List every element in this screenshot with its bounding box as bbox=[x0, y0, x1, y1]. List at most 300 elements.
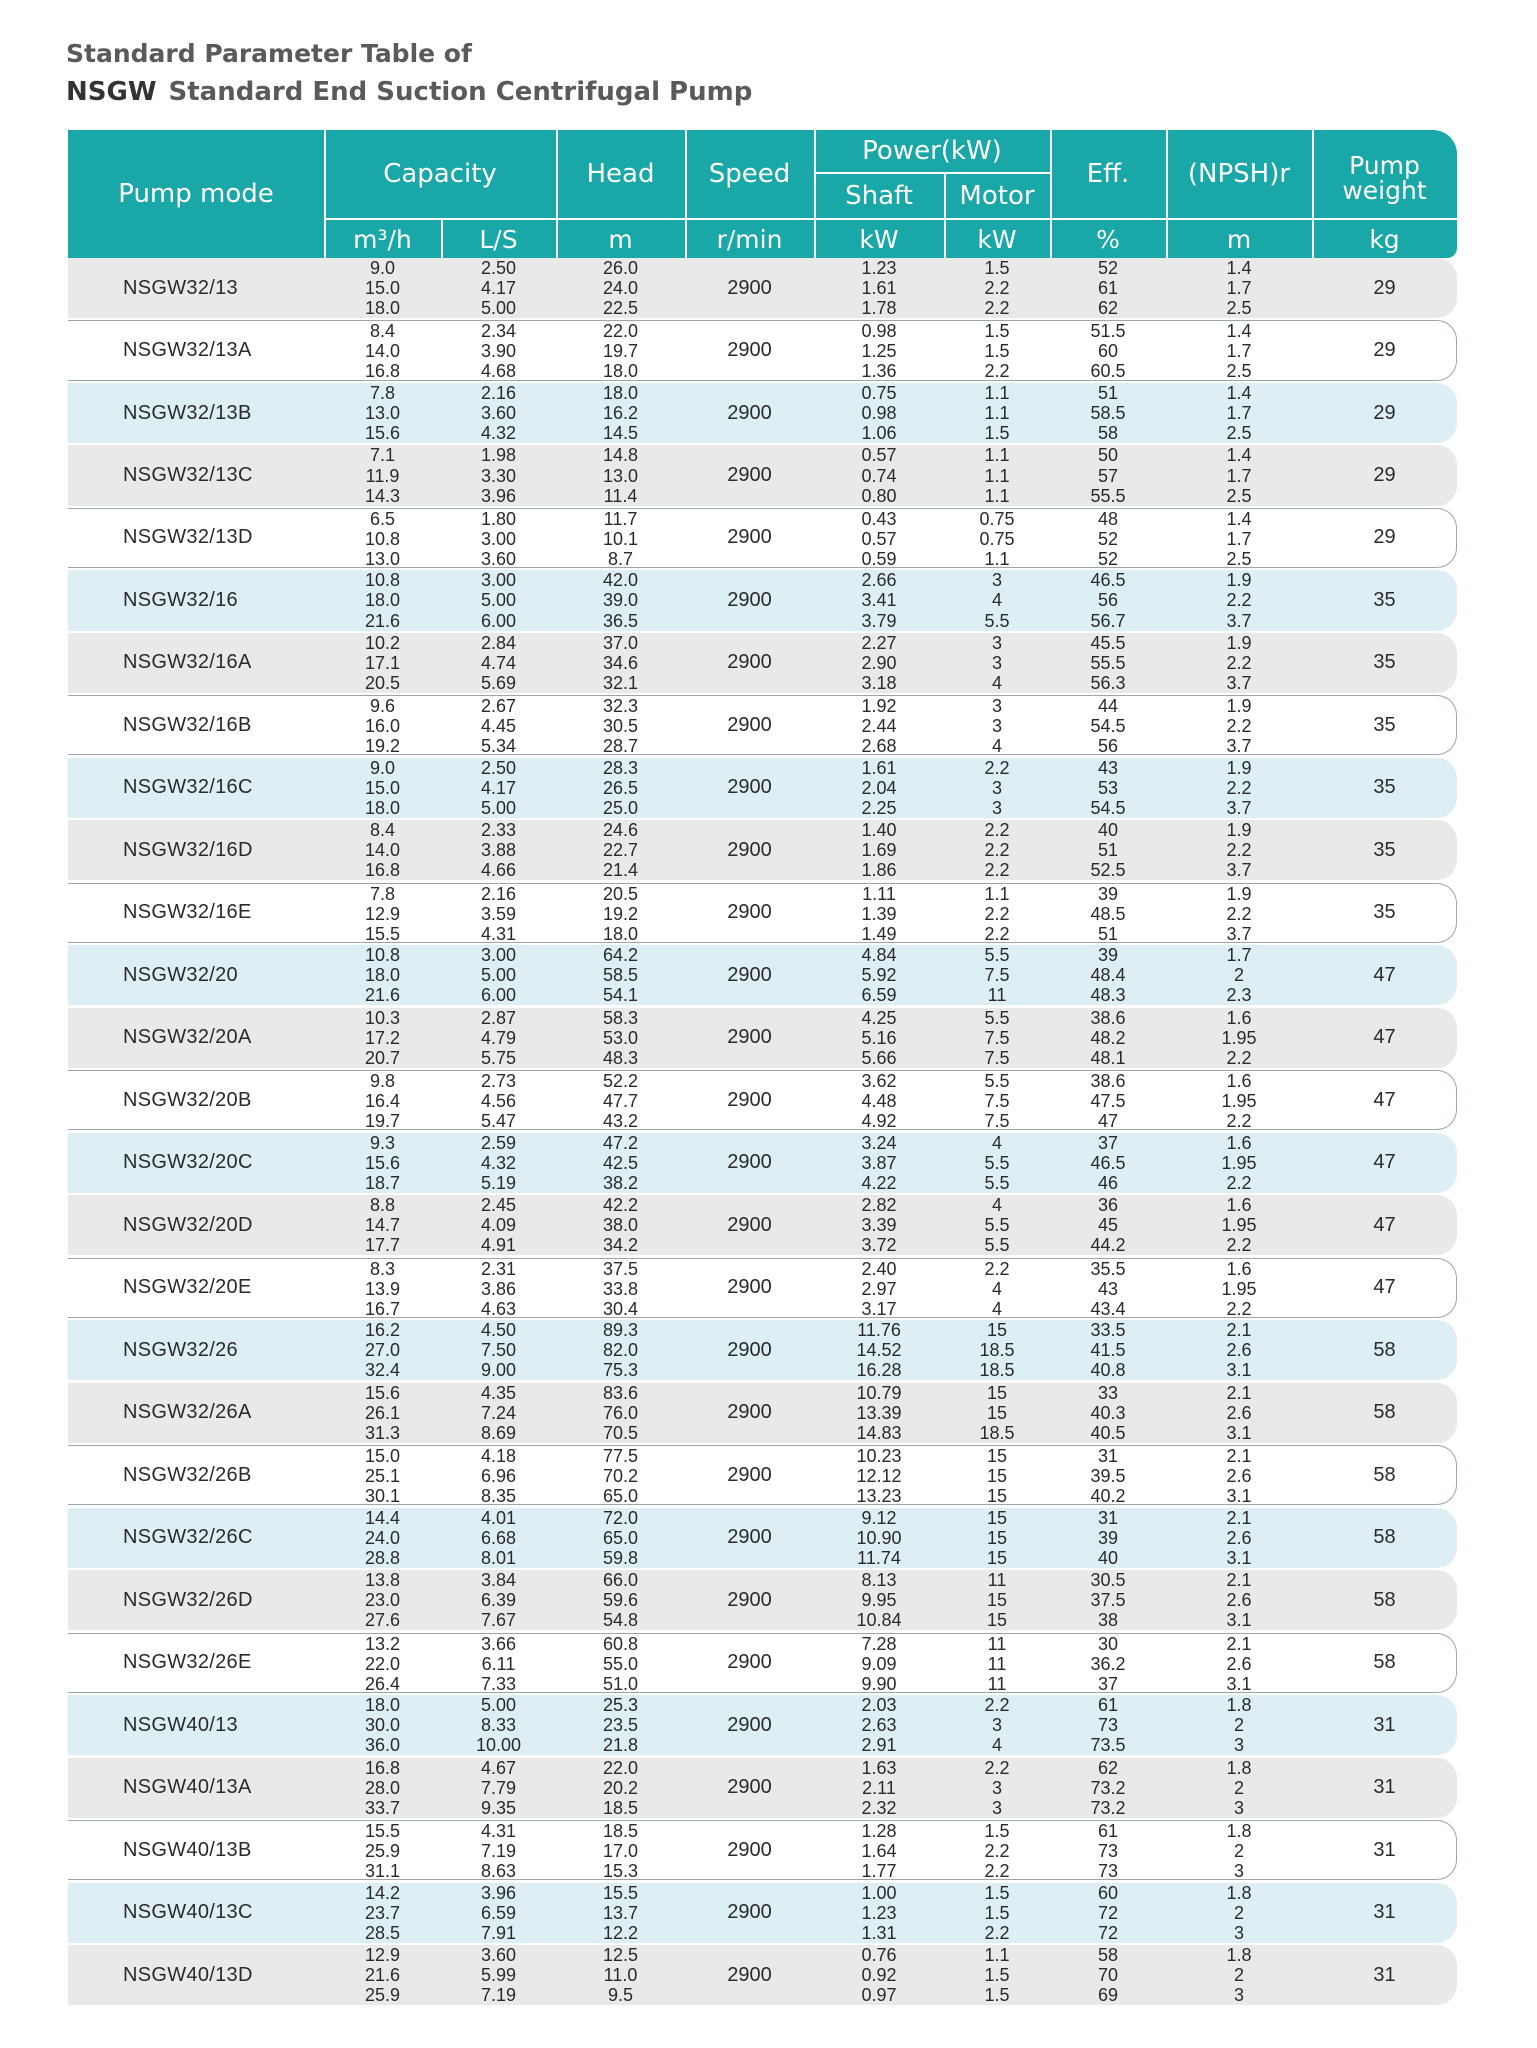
shaft-power-value: 1.61 bbox=[861, 278, 897, 299]
npsh-value: 3 bbox=[1233, 1985, 1244, 2006]
npsh-value: 3.7 bbox=[1226, 736, 1252, 757]
head-cell bbox=[556, 1758, 685, 1818]
npsh-value: 2.2 bbox=[1226, 590, 1252, 611]
efficiency-cell bbox=[1050, 1821, 1166, 1882]
motor-power-value: 1.1 bbox=[984, 403, 1010, 424]
header-shaft: Shaft bbox=[845, 181, 913, 211]
capacity-m3h-value: 14.7 bbox=[364, 1215, 401, 1236]
shaft-power-value: 2.40 bbox=[861, 1258, 897, 1279]
motor-power-value: 3 bbox=[991, 797, 1002, 818]
head-value: 59.8 bbox=[602, 1547, 639, 1568]
npsh-value: 2.6 bbox=[1226, 1653, 1252, 1674]
shaft-power-value: 3.87 bbox=[861, 1152, 897, 1173]
pump-model: NSGW32/26E bbox=[123, 1651, 252, 1674]
npsh-value: 2.6 bbox=[1226, 1402, 1252, 1423]
capacity-ls-value: 7.67 bbox=[480, 1610, 517, 1631]
npsh-value: 3.1 bbox=[1226, 1422, 1252, 1443]
motor-power-value: 5.5 bbox=[984, 1235, 1010, 1256]
head-value: 32.1 bbox=[602, 673, 639, 693]
shaft-power-value: 16.28 bbox=[856, 1360, 902, 1381]
efficiency-value: 69 bbox=[1097, 1985, 1119, 2006]
head-value: 83.6 bbox=[602, 1382, 639, 1403]
pump-weight-cell: 29 bbox=[1373, 526, 1396, 549]
head-value: 47.7 bbox=[602, 1091, 639, 1112]
capacity-m3h-value: 21.6 bbox=[364, 1965, 401, 1986]
motor-power-value: 15 bbox=[986, 1320, 1008, 1341]
shaft-power-cell bbox=[814, 884, 944, 942]
capacity-ls-value: 7.91 bbox=[480, 1922, 517, 1943]
capacity-ls-value: 2.59 bbox=[480, 1132, 517, 1153]
head-value: 39.0 bbox=[602, 590, 639, 611]
table-row bbox=[68, 1383, 1457, 1443]
capacity-ls-cell bbox=[441, 1508, 556, 1568]
shaft-power-value: 12.12 bbox=[856, 1466, 902, 1487]
motor-power-cell bbox=[944, 884, 1050, 942]
capacity-m3h-value: 30.1 bbox=[364, 1486, 401, 1507]
efficiency-value: 39.5 bbox=[1090, 1466, 1126, 1487]
shaft-power-value: 1.23 bbox=[861, 1902, 897, 1923]
head-value: 58.3 bbox=[602, 1007, 639, 1028]
head-cell bbox=[556, 383, 685, 443]
motor-power-value: 4 bbox=[991, 673, 1002, 693]
motor-power-value: 3 bbox=[991, 716, 1002, 737]
table-row bbox=[68, 820, 1457, 880]
head-value: 37.5 bbox=[602, 1258, 639, 1279]
pump-model: NSGW32/16E bbox=[123, 901, 252, 924]
capacity-m3h-cell bbox=[324, 758, 441, 818]
capacity-ls-value: 4.56 bbox=[480, 1091, 517, 1112]
shaft-power-value: 3.24 bbox=[861, 1132, 897, 1153]
efficiency-value: 56.3 bbox=[1090, 673, 1126, 693]
shaft-power-value: 2.11 bbox=[862, 1777, 896, 1798]
capacity-m3h-value: 18.0 bbox=[364, 797, 401, 818]
capacity-ls-value: 5.75 bbox=[480, 1047, 517, 1068]
efficiency-value: 55.5 bbox=[1090, 652, 1126, 673]
head-cell bbox=[556, 1133, 685, 1193]
table-row bbox=[68, 1570, 1457, 1630]
npsh-value: 3.1 bbox=[1226, 1547, 1252, 1568]
npsh-cell bbox=[1166, 258, 1312, 318]
capacity-m3h-value: 14.0 bbox=[364, 840, 401, 861]
pump-weight-cell: 31 bbox=[1373, 1713, 1396, 1736]
npsh-cell bbox=[1166, 696, 1312, 757]
capacity-m3h-value: 19.7 bbox=[364, 1111, 401, 1132]
pump-weight-cell: 47 bbox=[1373, 1276, 1396, 1299]
capacity-m3h-value: 28.8 bbox=[364, 1547, 401, 1568]
unit-speed: r/min bbox=[716, 224, 783, 254]
head-value: 34.6 bbox=[602, 652, 639, 673]
motor-power-value: 2.2 bbox=[984, 820, 1010, 841]
npsh-cell bbox=[1166, 820, 1312, 880]
capacity-ls-value: 5.47 bbox=[480, 1111, 517, 1132]
efficiency-cell bbox=[1050, 258, 1166, 318]
efficiency-value: 36 bbox=[1097, 1195, 1119, 1216]
head-cell bbox=[556, 945, 685, 1005]
capacity-m3h-value: 27.6 bbox=[364, 1610, 401, 1631]
pump-model: NSGW32/13A bbox=[123, 339, 252, 362]
efficiency-value: 41.5 bbox=[1090, 1340, 1126, 1361]
capacity-m3h-value: 18.0 bbox=[364, 1695, 401, 1716]
capacity-m3h-value: 18.0 bbox=[364, 965, 401, 986]
motor-power-cell bbox=[944, 1570, 1050, 1630]
efficiency-value: 55.5 bbox=[1090, 485, 1126, 506]
shaft-power-cell bbox=[814, 1758, 944, 1818]
npsh-cell bbox=[1166, 1883, 1312, 1943]
header-capacity: Capacity bbox=[383, 159, 497, 189]
shaft-power-value: 4.92 bbox=[861, 1111, 897, 1132]
capacity-m3h-cell bbox=[324, 1320, 441, 1380]
efficiency-value: 45.5 bbox=[1090, 632, 1126, 653]
head-cell bbox=[556, 1821, 685, 1882]
table-row bbox=[68, 1320, 1457, 1380]
speed-cell: 2900 bbox=[727, 1088, 772, 1111]
capacity-m3h-value: 14.0 bbox=[364, 341, 401, 362]
capacity-ls-value: 2.87 bbox=[480, 1007, 517, 1028]
npsh-cell bbox=[1166, 321, 1312, 382]
motor-power-value: 15 bbox=[986, 1382, 1008, 1403]
head-value: 65.0 bbox=[602, 1486, 639, 1507]
capacity-m3h-value: 33.7 bbox=[364, 1797, 401, 1818]
head-value: 48.3 bbox=[602, 1047, 639, 1068]
npsh-value: 1.9 bbox=[1226, 696, 1252, 717]
shaft-power-cell bbox=[814, 1634, 944, 1692]
capacity-m3h-value: 14.4 bbox=[364, 1507, 401, 1528]
efficiency-value: 47 bbox=[1097, 1111, 1119, 1132]
motor-power-value: 4 bbox=[991, 1278, 1002, 1299]
capacity-m3h-cell bbox=[324, 820, 441, 880]
motor-power-cell bbox=[944, 258, 1050, 318]
capacity-m3h-value: 25.1 bbox=[364, 1466, 401, 1487]
unit-ls: L/S bbox=[479, 224, 518, 254]
efficiency-value: 39 bbox=[1097, 945, 1119, 966]
motor-power-value: 15 bbox=[986, 1547, 1008, 1568]
table-row bbox=[68, 1133, 1457, 1193]
table-header bbox=[68, 130, 1457, 258]
shaft-power-value: 0.92 bbox=[861, 1965, 897, 1986]
motor-power-cell bbox=[944, 945, 1050, 1005]
efficiency-value: 73 bbox=[1097, 1861, 1119, 1882]
efficiency-value: 30.5 bbox=[1090, 1570, 1126, 1591]
capacity-ls-value: 6.96 bbox=[480, 1466, 517, 1487]
head-value: 11.7 bbox=[603, 508, 638, 529]
efficiency-value: 73.2 bbox=[1090, 1797, 1126, 1818]
pump-model: NSGW32/20 bbox=[123, 963, 238, 986]
efficiency-cell bbox=[1050, 1634, 1166, 1692]
shaft-power-value: 0.97 bbox=[861, 1985, 897, 2006]
capacity-ls-value: 2.16 bbox=[480, 883, 517, 904]
efficiency-value: 46.5 bbox=[1090, 1152, 1126, 1173]
table-row bbox=[68, 1008, 1457, 1068]
header-weight-line-2: weight bbox=[1342, 176, 1427, 205]
shaft-power-value: 4.25 bbox=[861, 1007, 897, 1028]
npsh-value: 1.4 bbox=[1226, 321, 1252, 342]
head-value: 12.2 bbox=[602, 1922, 639, 1943]
efficiency-value: 48.4 bbox=[1090, 965, 1126, 986]
shaft-power-value: 3.39 bbox=[861, 1215, 897, 1236]
motor-power-value: 5.5 bbox=[984, 1152, 1010, 1173]
capacity-m3h-cell bbox=[324, 509, 441, 567]
capacity-m3h-value: 16.0 bbox=[364, 716, 401, 737]
capacity-m3h-value: 21.6 bbox=[364, 610, 401, 631]
table-row bbox=[68, 1945, 1457, 2005]
efficiency-value: 73.5 bbox=[1090, 1735, 1126, 1756]
shaft-power-value: 5.92 bbox=[861, 965, 897, 986]
head-value: 72.0 bbox=[602, 1507, 639, 1528]
capacity-m3h-cell bbox=[324, 1133, 441, 1193]
efficiency-value: 54.5 bbox=[1090, 797, 1126, 818]
pump-model: NSGW32/16A bbox=[123, 651, 252, 674]
pump-weight-cell: 35 bbox=[1373, 776, 1396, 799]
efficiency-value: 60.5 bbox=[1090, 361, 1126, 382]
motor-power-cell bbox=[944, 758, 1050, 818]
motor-power-value: 3 bbox=[991, 777, 1002, 798]
shaft-power-value: 4.22 bbox=[861, 1172, 897, 1193]
npsh-value: 2.6 bbox=[1226, 1466, 1252, 1487]
npsh-value: 1.7 bbox=[1226, 945, 1252, 966]
head-cell bbox=[556, 1883, 685, 1943]
npsh-cell bbox=[1166, 1071, 1312, 1132]
shaft-power-value: 2.25 bbox=[861, 797, 897, 818]
motor-power-value: 15 bbox=[986, 1466, 1008, 1487]
head-value: 59.6 bbox=[602, 1590, 639, 1611]
pump-weight-cell: 29 bbox=[1373, 401, 1396, 424]
head-value: 16.2 bbox=[602, 403, 639, 424]
shaft-power-value: 6.59 bbox=[861, 985, 897, 1006]
efficiency-cell bbox=[1050, 1320, 1166, 1380]
capacity-m3h-value: 18.0 bbox=[364, 590, 401, 611]
capacity-ls-value: 4.45 bbox=[480, 716, 517, 737]
npsh-value: 1.7 bbox=[1226, 403, 1252, 424]
capacity-ls-value: 4.50 bbox=[480, 1320, 517, 1341]
motor-power-value: 4 bbox=[991, 590, 1002, 611]
shaft-power-value: 2.90 bbox=[861, 652, 897, 673]
shaft-power-value: 13.23 bbox=[856, 1486, 902, 1507]
head-value: 28.3 bbox=[602, 757, 639, 778]
shaft-power-value: 9.12 bbox=[861, 1507, 897, 1528]
head-value: 30.4 bbox=[602, 1298, 639, 1319]
table-row bbox=[68, 445, 1457, 505]
head-value: 11.4 bbox=[603, 485, 638, 506]
capacity-ls-value: 7.24 bbox=[480, 1402, 517, 1423]
shaft-power-value: 9.90 bbox=[861, 1673, 897, 1694]
npsh-value: 2 bbox=[1233, 1965, 1244, 1986]
npsh-value: 1.6 bbox=[1226, 1007, 1252, 1028]
capacity-m3h-value: 13.2 bbox=[364, 1633, 401, 1654]
npsh-value: 2.2 bbox=[1226, 903, 1252, 924]
motor-power-cell bbox=[944, 1945, 1050, 2005]
capacity-ls-value: 1.98 bbox=[480, 445, 517, 466]
shaft-power-value: 3.17 bbox=[861, 1298, 897, 1319]
efficiency-value: 40.8 bbox=[1090, 1360, 1126, 1381]
motor-power-value: 2.2 bbox=[984, 1757, 1010, 1778]
head-cell bbox=[556, 1320, 685, 1380]
motor-power-value: 7.5 bbox=[984, 1027, 1010, 1048]
npsh-value: 3.1 bbox=[1226, 1486, 1252, 1507]
speed-cell: 2900 bbox=[727, 1151, 772, 1174]
speed-cell: 2900 bbox=[727, 588, 772, 611]
head-cell bbox=[556, 633, 685, 693]
npsh-value: 3 bbox=[1233, 1922, 1244, 1943]
motor-power-value: 5.5 bbox=[984, 1215, 1010, 1236]
efficiency-cell bbox=[1050, 945, 1166, 1005]
npsh-value: 2.6 bbox=[1226, 1340, 1252, 1361]
head-cell bbox=[556, 1195, 685, 1255]
head-cell bbox=[556, 1259, 685, 1317]
efficiency-value: 46.5 bbox=[1090, 570, 1126, 591]
efficiency-value: 35.5 bbox=[1090, 1258, 1126, 1279]
efficiency-value: 46 bbox=[1097, 1172, 1119, 1193]
efficiency-value: 40.2 bbox=[1090, 1486, 1126, 1507]
capacity-ls-value: 6.11 bbox=[481, 1653, 516, 1674]
head-value: 43.2 bbox=[602, 1111, 639, 1132]
speed-cell: 2900 bbox=[727, 1713, 772, 1736]
capacity-m3h-value: 19.2 bbox=[364, 736, 401, 757]
capacity-m3h-cell bbox=[324, 383, 441, 443]
capacity-m3h-value: 20.5 bbox=[364, 673, 401, 693]
motor-power-cell bbox=[944, 445, 1050, 505]
efficiency-cell bbox=[1050, 570, 1166, 630]
capacity-ls-value: 4.31 bbox=[480, 923, 517, 944]
pump-model: NSGW32/13C bbox=[123, 464, 253, 486]
npsh-value: 1.4 bbox=[1226, 445, 1252, 466]
shaft-power-value: 1.69 bbox=[861, 840, 897, 861]
efficiency-cell bbox=[1050, 1133, 1166, 1193]
efficiency-value: 44.2 bbox=[1090, 1235, 1126, 1256]
npsh-value: 2.5 bbox=[1226, 548, 1252, 569]
efficiency-value: 62 bbox=[1097, 1757, 1119, 1778]
pump-weight-cell: 47 bbox=[1373, 963, 1396, 986]
pump-weight-cell: 31 bbox=[1373, 1901, 1396, 1924]
head-value: 42.0 bbox=[602, 570, 639, 591]
capacity-ls-value: 6.68 bbox=[480, 1527, 517, 1548]
head-cell bbox=[556, 1008, 685, 1068]
efficiency-value: 31 bbox=[1097, 1507, 1119, 1528]
motor-power-value: 4 bbox=[991, 1195, 1002, 1216]
efficiency-value: 48 bbox=[1097, 508, 1119, 529]
motor-power-cell bbox=[944, 1695, 1050, 1755]
capacity-ls-value: 4.09 bbox=[480, 1215, 517, 1236]
npsh-value: 2.1 bbox=[1226, 1320, 1252, 1341]
efficiency-value: 72 bbox=[1097, 1922, 1119, 1943]
head-value: 76.0 bbox=[602, 1402, 639, 1423]
motor-power-value: 0.75 bbox=[979, 528, 1015, 549]
npsh-value: 1.4 bbox=[1226, 382, 1252, 403]
pump-model: NSGW32/26B bbox=[123, 1463, 252, 1486]
capacity-m3h-value: 27.0 bbox=[364, 1340, 401, 1361]
capacity-ls-cell bbox=[441, 1071, 556, 1132]
npsh-value: 2.6 bbox=[1226, 1527, 1252, 1548]
pump-weight-cell: 29 bbox=[1373, 464, 1396, 486]
shaft-power-value: 2.66 bbox=[861, 570, 897, 591]
unit-weight: kg bbox=[1369, 224, 1400, 254]
head-value: 26.5 bbox=[602, 777, 639, 798]
shaft-power-value: 2.03 bbox=[861, 1695, 897, 1716]
npsh-value: 1.8 bbox=[1226, 1757, 1252, 1778]
shaft-power-value: 2.32 bbox=[861, 1797, 897, 1818]
head-cell bbox=[556, 1570, 685, 1630]
shaft-power-value: 1.06 bbox=[861, 423, 897, 444]
capacity-m3h-value: 7.1 bbox=[369, 445, 396, 466]
pump-model: NSGW32/20A bbox=[123, 1026, 252, 1049]
head-value: 10.1 bbox=[602, 528, 639, 549]
shaft-power-value: 8.13 bbox=[861, 1570, 897, 1591]
npsh-cell bbox=[1166, 1758, 1312, 1818]
capacity-ls-value: 4.17 bbox=[480, 278, 517, 299]
efficiency-cell bbox=[1050, 1945, 1166, 2005]
pump-model: NSGW32/20D bbox=[123, 1213, 253, 1236]
shaft-power-value: 2.82 bbox=[861, 1195, 897, 1216]
capacity-ls-value: 4.66 bbox=[480, 860, 517, 881]
head-value: 18.5 bbox=[602, 1821, 639, 1842]
efficiency-cell bbox=[1050, 1259, 1166, 1317]
head-cell bbox=[556, 1945, 685, 2005]
capacity-m3h-value: 17.7 bbox=[364, 1235, 401, 1256]
npsh-value: 2 bbox=[1233, 1902, 1244, 1923]
capacity-ls-cell bbox=[441, 1634, 556, 1692]
head-value: 51.0 bbox=[602, 1673, 639, 1694]
npsh-value: 1.6 bbox=[1226, 1132, 1252, 1153]
efficiency-cell bbox=[1050, 445, 1166, 505]
capacity-m3h-value: 16.4 bbox=[364, 1091, 401, 1112]
capacity-m3h-value: 10.3 bbox=[364, 1007, 401, 1028]
capacity-ls-value: 4.63 bbox=[480, 1298, 517, 1319]
pump-model: NSGW32/16C bbox=[123, 776, 253, 799]
shaft-power-cell bbox=[814, 1446, 944, 1507]
motor-power-value: 2.2 bbox=[984, 840, 1010, 861]
capacity-ls-cell bbox=[441, 696, 556, 757]
head-value: 21.8 bbox=[602, 1735, 639, 1756]
capacity-ls-value: 5.00 bbox=[480, 965, 517, 986]
pump-model: NSGW32/16D bbox=[123, 838, 253, 861]
pump-model: NSGW32/13 bbox=[123, 276, 238, 299]
capacity-m3h-value: 32.4 bbox=[364, 1360, 401, 1381]
efficiency-value: 58 bbox=[1097, 1945, 1119, 1966]
shaft-power-value: 1.86 bbox=[861, 860, 897, 881]
motor-power-value: 1.1 bbox=[984, 445, 1010, 466]
head-value: 15.3 bbox=[602, 1861, 639, 1882]
speed-cell: 2900 bbox=[727, 1213, 772, 1236]
motor-power-value: 2.2 bbox=[984, 860, 1010, 881]
capacity-m3h-value: 15.6 bbox=[364, 1382, 401, 1403]
shaft-power-cell bbox=[814, 1008, 944, 1068]
capacity-m3h-value: 12.9 bbox=[364, 903, 401, 924]
capacity-ls-value: 4.35 bbox=[480, 1382, 517, 1403]
efficiency-value: 38 bbox=[1097, 1610, 1119, 1631]
npsh-cell bbox=[1166, 945, 1312, 1005]
efficiency-value: 52 bbox=[1097, 548, 1119, 569]
motor-power-value: 15 bbox=[986, 1486, 1008, 1507]
head-cell bbox=[556, 1446, 685, 1507]
npsh-cell bbox=[1166, 570, 1312, 630]
npsh-value: 2.5 bbox=[1226, 361, 1252, 382]
motor-power-value: 1.5 bbox=[984, 423, 1010, 444]
head-value: 37.0 bbox=[602, 632, 639, 653]
capacity-ls-value: 3.84 bbox=[480, 1570, 517, 1591]
npsh-value: 1.8 bbox=[1226, 1695, 1252, 1716]
npsh-value: 2.5 bbox=[1226, 423, 1252, 444]
npsh-value: 2 bbox=[1233, 1777, 1244, 1798]
speed-cell: 2900 bbox=[727, 1026, 772, 1049]
table-row bbox=[68, 1820, 1457, 1880]
table-row bbox=[68, 1508, 1457, 1568]
capacity-m3h-value: 11.9 bbox=[365, 465, 400, 486]
speed-cell: 2900 bbox=[727, 1838, 772, 1861]
npsh-value: 3.7 bbox=[1226, 797, 1252, 818]
npsh-value: 1.7 bbox=[1226, 341, 1252, 362]
pump-weight-cell: 31 bbox=[1373, 1838, 1396, 1861]
shaft-power-value: 1.11 bbox=[862, 883, 896, 904]
head-value: 19.2 bbox=[602, 903, 639, 924]
